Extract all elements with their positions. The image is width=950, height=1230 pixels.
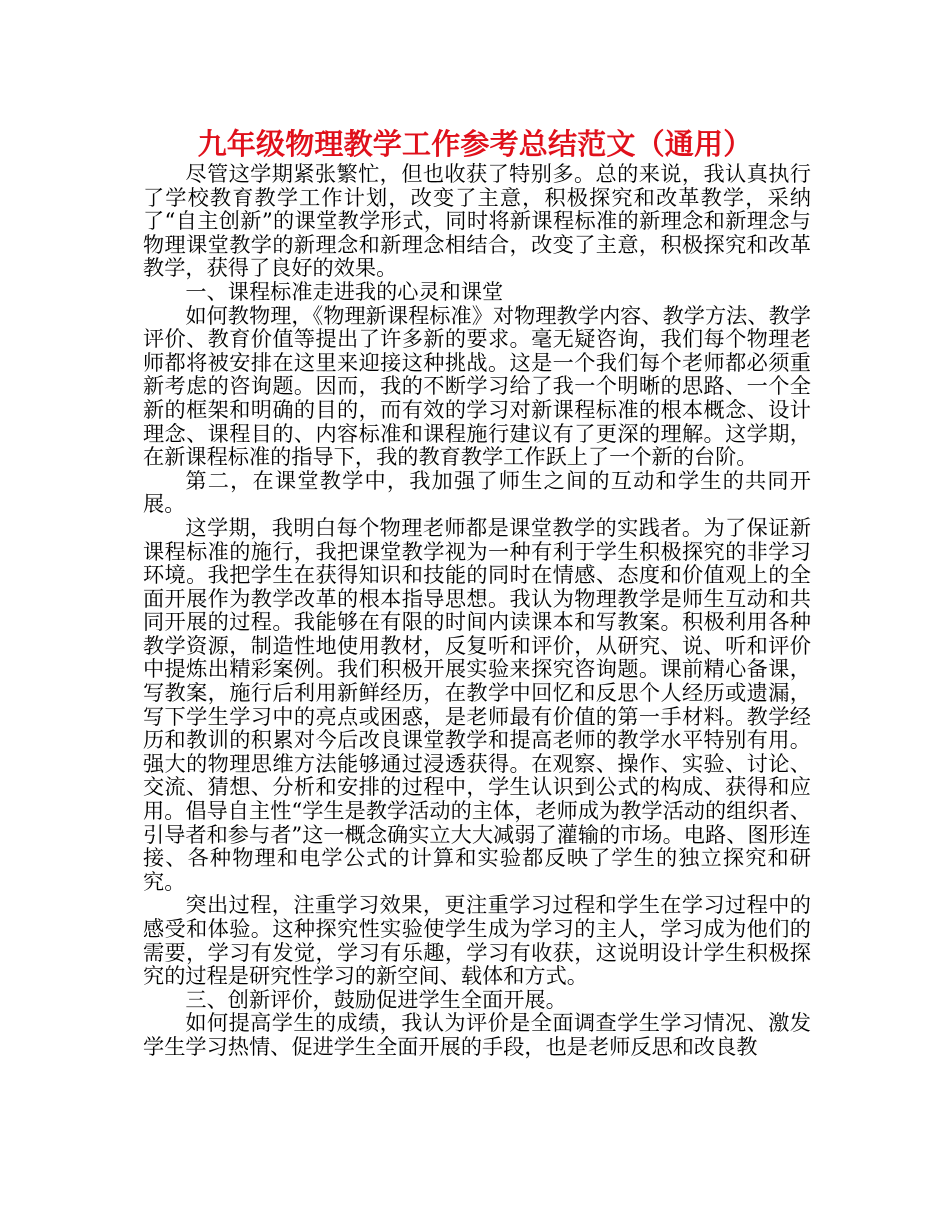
- paragraph-standards: 如何教物理，《物理新课程标准》对物理教学内容、教学方法、教学评价、教育价值等提出了许多新的要求。毫无疑咨询，我们每个物理老师都将被安排在这里来迎接这种挑战。这是一个我们每个老师都必须重新考虑的咨询题。因而，我的不断学习给了我一个明晰的思路、一个全新的框架和明确的目的，而有效的学习对新课程标准的根本概念、设计理念、课程目的、内容标准和课程施行建议有了更深的理解。这学期，在新课程标准的指导下，我的教育教学工作跃上了一个新的台阶。: [143, 302, 811, 470]
- section-heading-2: 第二，在课堂教学中，我加强了师生之间的互动和学生的共同开展。: [143, 467, 811, 517]
- paragraph-evaluation: 如何提高学生的成绩，我认为评价是全面调查学生学习情况、激发学生学习热情、促进学生全面开展的手段，也是老师反思和改良教: [143, 1010, 811, 1059]
- section-heading-1: 一、课程标准走进我的心灵和课堂: [185, 278, 504, 304]
- section-heading-3: 三、创新评价，鼓励促进学生全面开展。: [185, 986, 567, 1012]
- paragraph-classroom: 这学期，我明白每个物理老师都是课堂教学的实践者。为了保证新课程标准的施行，我把课堂教学视为一种有利于学生积极探究的非学习环境。我把学生在获得知识和技能的同时在情感、态度和价值观上的全面开展作为教学改革的根本指导思想。我认为物理教学是师生互动和共同开展的过程。我能够在有限的时间内读课本和写教案。积极利用各种教学资源，制造性地使用教材，反复听和评价，从研究、说、听和评价中提炼出精彩案例。我们积极开展实验来探究咨询题。课前精心备课，写教案，施行后利用新鲜经历，在教学中回忆和反思个人经历或遗漏，写下学生学习中的亮点或困惑，是老师最有价值的第一手材料。教学经历和教训的积累对今后改良课堂教学和提高老师的教学水平特别有用。强大的物理思维方法能够通过浸透获得。在观察、操作、实验、讨论、交流、猜想、分析和安排的过程中，学生认识到公式的构成、获得和应用。倡导自主性“学生是教学活动的主体，老师成为教学活动的组织者、引导者和参与者”这一概念确实立大大减弱了灌输的市场。电路、图形连接、各种物理和电学公式的计算和实验都反映了学生的独立探究和研究。: [143, 514, 811, 894]
- paragraph-intro: 尽管这学期紧张繁忙，但也收获了特别多。总的来说，我认真执行了学校教育教学工作计划，改变了主意，积极探究和改革教学，采纳了“自主创新”的课堂教学形式，同时将新课程标准的新理念和新理念与物理课堂教学的新理念和新理念相结合，改变了主意，积极探究和改革教学，获得了良好的效果。: [143, 161, 811, 281]
- document-title: 九年级物理教学工作参考总结范文（通用）: [197, 127, 753, 161]
- document-body: [143, 162, 811, 1059]
- paragraph-process: 突出过程，注重学习效果，更注重学习过程和学生在学习过程中的感受和体验。这种探究性实验使学生成为学习的主人，学习成为他们的需要，学习有发觉，学习有乐趣，学习有收获，这说明设计学生积极探究的过程是研究性学习的新空间、载体和方式。: [143, 892, 811, 989]
- document-page: [143, 126, 811, 1059]
